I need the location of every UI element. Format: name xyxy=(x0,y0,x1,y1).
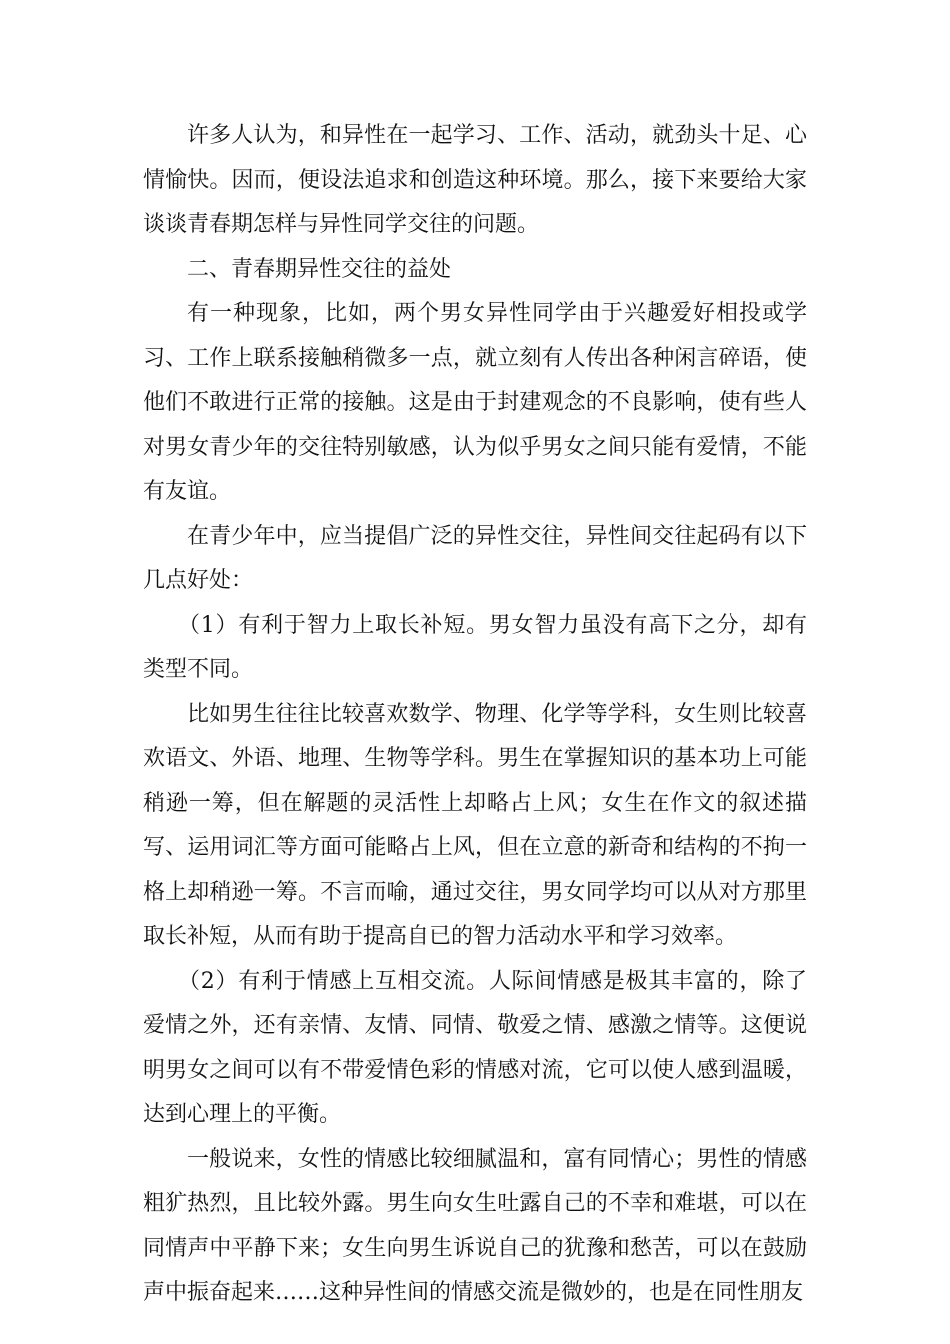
paragraph-phenomenon: 有一种现象，比如，两个男女异性同学由于兴趣爱好相投或学习、工作上联系接触稍微多一点，就立刻有人传出各种闲言碎语，使他们不敢进行正常的接触。这是由于封建观念的不良影响，使有些人对男女青少年的交往特别敏感，认为似乎男女之间只能有爱情，不能有友谊。 xyxy=(143,301,807,504)
paragraph-point-1: （1）有利于智力上取长补短。男女智力虽没有高下之分，却有类型不同。 xyxy=(143,612,807,682)
paragraph-point-1-detail: 比如男生往往比较喜欢数学、物理、化学等学科，女生则比较喜欢语文、外语、地理、生物等学科。男生在掌握知识的基本功上可能稍逊一筹，但在解题的灵活性上却略占上风；女生在作文的叙述描写、运用词汇等方面可能略占上风，但在立意的新奇和结构的不拘一格上却稍逊一筹。不言而喻，通过交往，男女同学均可以从对方那里取长补短，从而有助于提高自已的智力活动水平和学习效率。 xyxy=(143,701,807,949)
paragraph-benefits-intro: 在青少年中，应当提倡广泛的异性交往，异性间交往起码有以下几点好处： xyxy=(143,523,807,593)
paragraph-point-2: （2）有利于情感上互相交流。人际间情感是极其丰富的，除了爱情之外，还有亲情、友情、同情、敬爱之情、感激之情等。这便说明男女之间可以有不带爱情色彩的情感对流，它可以使人感到温暖，达到心理上的平衡。 xyxy=(143,968,807,1127)
paragraph-point-2-detail: 一般说来，女性的情感比较细腻温和，富有同情心；男性的情感粗犷热烈，且比较外露。男生向女生吐露自己的不幸和难堪，可以在同情声中平静下来；女生向男生诉说自己的犹豫和愁苦，可以在鼓励声中振奋起来……这种异性间的情感交流是微妙的，也是在同性朋友 xyxy=(143,1146,807,1305)
document-body xyxy=(143,114,807,1316)
section-heading: 二、青春期异性交往的益处 xyxy=(187,256,452,282)
paragraph-intro: 许多人认为，和异性在一起学习、工作、活动，就劲头十足、心情愉快。因而，便设法追求和创造这种环境。那么，接下来要给大家谈谈青春期怎样与异性同学交往的问题。 xyxy=(143,123,807,237)
